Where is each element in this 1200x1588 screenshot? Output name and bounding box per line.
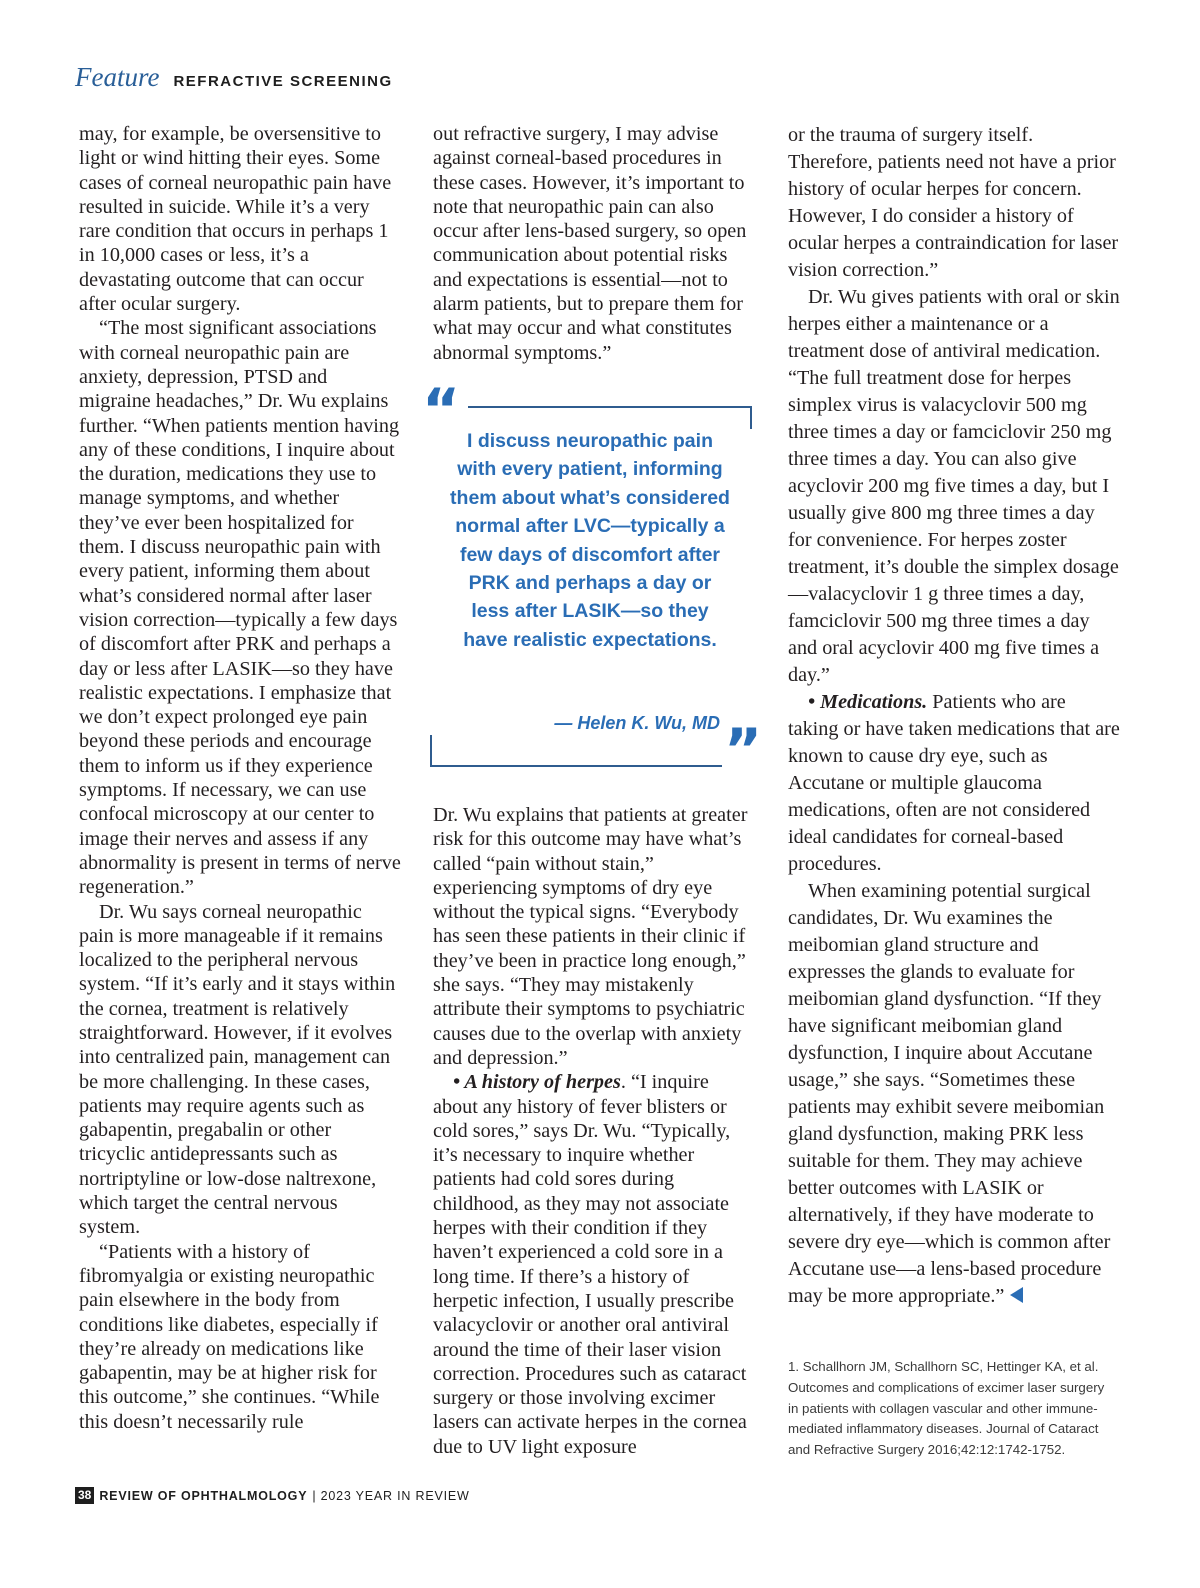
end-of-article-icon bbox=[1010, 1287, 1023, 1303]
page-header bbox=[75, 62, 393, 96]
body-paragraph: out refractive surgery, I may advise against corneal-based procedures in these cases. However, it’s important to note that neuropathic pain can also occur after lens-based surgery, so open communication about potential risks and expectations is essential—not to alarm patients, but to prepare them for what may occur and what constitutes abnormal symptoms.” bbox=[433, 123, 747, 364]
reference-note: 1. Schallhorn JM, Schallhorn SC, Hettinger KA, et al. Outcomes and complications of excimer laser surgery in patients with collagen vascular and other immune-mediated inflammatory diseases. Journal of Cataract and Refractive Surgery 2016;42:12:1742-1752. bbox=[788, 1359, 1105, 1458]
body-paragraph: or the trauma of surgery itself. Therefore, patients need not have a prior history of ocular herpes for concern. However, I do consider a history of ocular herpes a contraindication for laser vision correction.” bbox=[788, 124, 1119, 281]
paragraph-text: When examining potential surgical candidates, Dr. Wu examines the meibomian gland structure and expresses the glands to evaluate for meibomian gland dysfunction. “If they have significant meibomian gland dysfunction, I inquire about Accutane usage,” she says. “Sometimes these patients may exhibit severe meibomian gland dysfunction, making PRK less suitable for them. They may achieve better outcomes with LASIK or alternatively, if they have moderate to severe dry eye—which is common after Accutane use—a lens-based procedure may be more appropriate.” bbox=[788, 880, 1111, 1307]
pull-quote bbox=[420, 376, 765, 784]
body-paragraph bbox=[433, 1070, 755, 1459]
body-paragraph: “The most significant associations with corneal neuropathic pain are anxiety, depression, PTSD and migraine headaches,” Dr. Wu explains further. “When patients mention having any of these conditions, I inquire about the duration, medications they use to manage symptoms, and whether they’ve ever been hospitalized for them. I discuss neuropathic pain with every patient, informing them about what’s considered normal after laser vision correction—typically a few days of discomfort after PRK and perhaps a day or less after LASIK—so they have realistic expectations. I emphasize that we don’t expect prolonged eye pain beyond these periods and encourage them to inform us if they experience symptoms. If necessary, we can use confocal microscopy at our center to image their nerves and assess if any abnormality is present in terms of nerve regeneration.” bbox=[79, 317, 401, 899]
column-2-top bbox=[433, 122, 755, 365]
publication-name: REVIEW OF OPHTHALMOLOGY bbox=[99, 1488, 308, 1503]
pull-quote-author: — Helen K. Wu, MD bbox=[554, 713, 720, 733]
issue-name: 2023 YEAR IN REVIEW bbox=[320, 1488, 470, 1503]
paragraph-text: . “I inquire about any history of fever blisters or cold sores,” says Dr. Wu. “Typically, it’s necessary to inquire whether patients had cold sores during childhood, as they may not associate herpes with their condition if they haven’t experienced a cold sore in a long time. If there’s a history of herpetic infection, I usually prescribe valacyclovir or another oral antiviral around the time of their laser vision correction. Procedures such as cataract surgery or those involving excimer lasers can activate herpes in the cornea due to UV light exposure bbox=[433, 1071, 747, 1458]
subhead-medications: • Medications. bbox=[808, 691, 928, 713]
column-3 bbox=[788, 122, 1120, 1310]
open-quote-icon: “ bbox=[422, 376, 461, 444]
close-quote-icon: ” bbox=[724, 716, 763, 784]
body-paragraph: Dr. Wu gives patients with oral or skin herpes either a maintenance or a treatment dose of antiviral medication. “The full treatment dose for herpes simplex virus is valacyclovir 500 mg three times a day or famciclovir 250 mg three times a day. You can also give acyclovir 200 mg five times a day, but I usually give 800 mg three times a day for convenience. For herpes zoster treatment, it’s double the simplex dosage—valacyclovir 1 g three times a day, famciclovir 500 mg three times a day and oral acyclovir 400 mg five times a day.” bbox=[788, 286, 1120, 686]
pull-quote-text: I discuss neuropathic pain with every patient, informing them about what’s considered normal after LVC—typically a few days of discomfort after PRK and perhaps a day or less after LASIK—so they have realistic expectations. bbox=[450, 430, 730, 651]
footer-separator: | bbox=[312, 1488, 316, 1503]
body-paragraph: “Patients with a history of fibromyalgia or existing neuropathic pain elsewhere in the body from conditions like diabetes, especially if they’re already on medications like gabapentin, may be at higher risk for this outcome,” she continues. “While this doesn’t necessarily rule bbox=[79, 1240, 380, 1433]
column-2-bottom bbox=[433, 803, 755, 1459]
pull-quote-top-rule bbox=[468, 406, 752, 429]
section-title: REFRACTIVE SCREENING bbox=[173, 73, 393, 90]
page-number: 38 bbox=[75, 1487, 94, 1504]
feature-label: Feature bbox=[75, 62, 160, 92]
body-paragraph: Dr. Wu explains that patients at greater risk for this outcome may have what’s called “pain without stain,” experiencing symptoms of dry eye without the typical signs. “Everybody has seen these patients in their clinic if they’ve been in practice long enough,” she says. “They may mistakenly attribute their symptoms to psychiatric causes due to the overlap with anxiety and depression.” bbox=[433, 804, 748, 1069]
pull-quote-bottom-rule bbox=[430, 735, 722, 767]
body-paragraph bbox=[788, 689, 1120, 878]
body-paragraph: Dr. Wu says corneal neuropathic pain is more manageable if it remains localized to the peripheral nervous system. “If it’s early and it stays within the cornea, treatment is relatively straightforward. However, if it evolves into centralized pain, management can be more challenging. In these cases, patients may require agents such as gabapentin, pregabalin or other tricyclic antidepressants such as nortriptyline or low-dose naltrexone, which target the central nervous system. bbox=[79, 900, 396, 1239]
paragraph-text: Patients who are taking or have taken medications that are known to cause dry eye, such as Accutane or multiple glaucoma medications, often are not considered ideal candidates for corneal-based procedures. bbox=[788, 691, 1120, 875]
body-paragraph bbox=[788, 878, 1120, 1310]
subhead-herpes: • A history of herpes bbox=[453, 1071, 621, 1094]
page-footer bbox=[75, 1487, 470, 1504]
body-paragraph: may, for example, be oversensitive to light or wind hitting their eyes. Some cases of corneal neuropathic pain have resulted in suicide. While it’s a very rare condition that occurs in perhaps 1 in 10,000 cases or less, it’s a devastating outcome that can occur after ocular surgery. bbox=[79, 123, 392, 316]
column-1 bbox=[79, 122, 401, 1434]
